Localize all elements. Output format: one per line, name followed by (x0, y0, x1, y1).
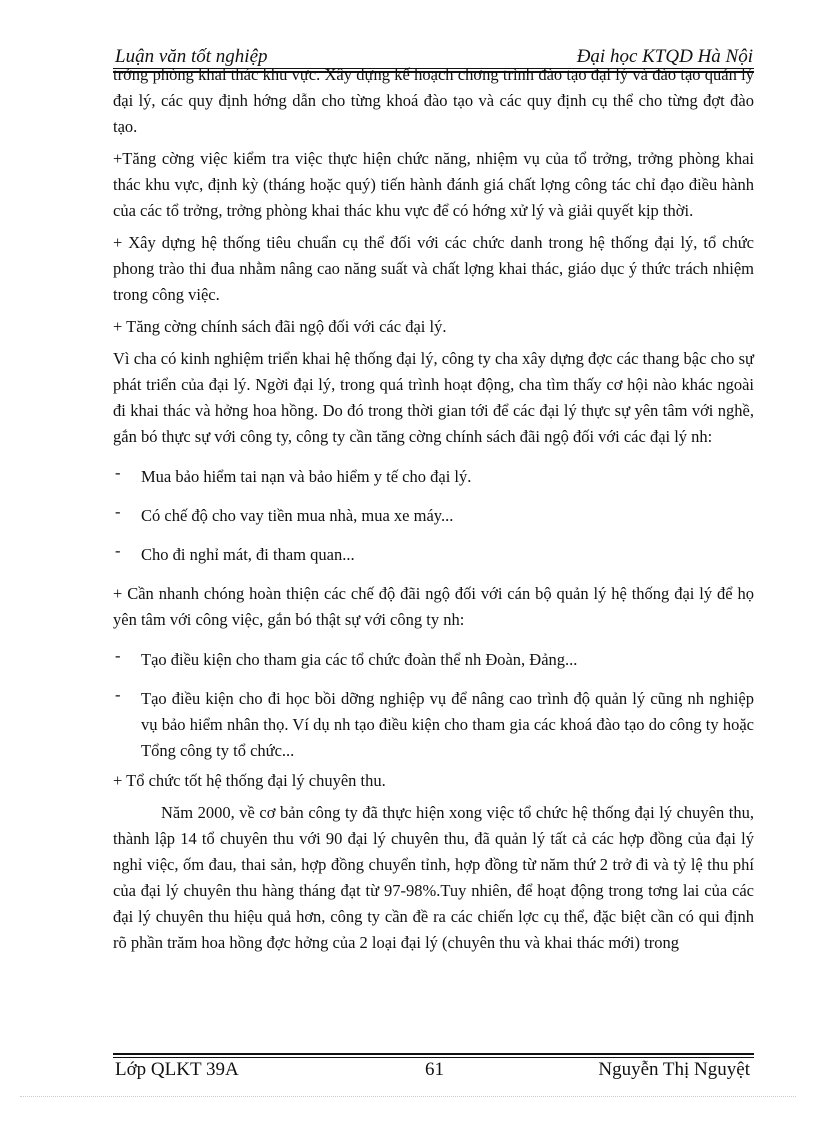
bullet-item (113, 503, 754, 529)
bullet-item (113, 686, 754, 764)
paragraph-4: + Tăng cờng chính sách đãi ngộ đối với các đại lý. (113, 317, 447, 336)
header-thesis-title: Luận văn tốt nghiệp (115, 46, 268, 67)
paragraph-6: + Cần nhanh chóng hoàn thiện các chế độ đãi ngộ đối với cán bộ quản lý hệ thống đại lý để họ yên tâm với công việc, gắn bó thật sự với công ty nh: (113, 584, 754, 629)
footer-rule-thick (113, 1053, 754, 1055)
paragraph-5: Vì cha có kinh nghiệm triển khai hệ thống đại lý, công ty cha xây dựng đợc các thang bậc cho sự phát triển của đại lý. Ngời đại lý, trong quá trình hoạt động, cha tìm thấy cơ hội nào khác ngoài đi khai thác và hởng hoa hồng. Do đó trong thời gian tới để các đại lý thực sự yên tâm với nghề, gắn bó thực sự với công ty, công ty cần tăng cờng chính sách đãi ngộ đối với các đại lý nh: (113, 349, 754, 446)
bullet-text: Tạo điều kiện cho đi học bồi dỡng nghiệp vụ để nâng cao trình độ quản lý cũng nh nghiệp vụ bảo hiểm nhân thọ. Ví dụ nh tạo điều kiện cho tham gia các khoá đào tạo do công ty hoặc Tổng công ty tổ chức... (141, 689, 754, 760)
bullet-dash: - (115, 502, 121, 521)
footer-author: Nguyễn Thị Nguyệt (598, 1059, 750, 1080)
bullet-text: Cho đi nghỉ mát, đi tham quan... (141, 545, 355, 564)
document-body (113, 62, 754, 962)
bullet-dash: - (115, 685, 121, 704)
header-university: Đại học KTQD Hà Nội (576, 46, 753, 67)
paragraph-7: + Tổ chức tốt hệ thống đại lý chuyên thu. (113, 771, 386, 790)
bullet-dash: - (115, 541, 121, 560)
page-bottom-divider (20, 1096, 796, 1097)
page-footer (113, 1057, 754, 1081)
paragraph-2: +Tăng cờng việc kiểm tra việc thực hiện chức năng, nhiệm vụ của tổ trởng, trởng phòng khai thác khu vực, định kỳ (tháng hoặc quý) tiến hành đánh giá chất lợng công tác chỉ đạo điều hành của các tổ trởng, trởng phòng khai thác khu vực để có hớng xử lý và giải quyết kịp thời. (113, 149, 754, 220)
paragraph-3: + Xây dựng hệ thống tiêu chuẩn cụ thể đối với các chức danh trong hệ thống đại lý, tổ chức phong trào thi đua nhằm nâng cao năng suất và chất lợng khai thác, giáo dục ý thức trách nhiệm trong công việc. (113, 233, 754, 304)
page-number: 61 (425, 1059, 444, 1080)
bullet-item (113, 464, 754, 490)
bullet-item (113, 647, 754, 673)
bullet-text: Mua bảo hiểm tai nạn và bảo hiểm y tế cho đại lý. (141, 467, 472, 486)
bullet-text: Có chế độ cho vay tiền mua nhà, mua xe máy... (141, 506, 454, 525)
bullet-item (113, 542, 754, 568)
paragraph-8: Năm 2000, về cơ bản công ty đã thực hiện xong việc tổ chức hệ thống đại lý chuyên thu, thành lập 14 tổ chuyên thu với 90 đại lý chuyên thu, đã quản lý tất cả các hợp đồng của đại lý nghỉ việc, ốm đau, thai sản, hợp đồng chuyển tỉnh, hợp đồng từ năm thứ 2 trở đi và tỷ lệ thu phí của đại lý chuyên thu hàng tháng đạt từ 97-98%.Tuy nhiên, để hoạt động trong tơng lai của các đại lý chuyên thu hiệu quả hơn, công ty cần đề ra các chiến lợc cụ thể, đặc biệt cần có qui định rõ phần trăm hoa hồng đợc hởng của 2 loại đại lý (chuyên thu và khai thác mới) trong (113, 803, 754, 952)
bullet-dash: - (115, 646, 121, 665)
bullet-dash: - (115, 463, 121, 482)
bullet-text: Tạo điều kiện cho tham gia các tổ chức đoàn thể nh Đoàn, Đảng... (141, 650, 578, 669)
paragraph-1: trởng phòng khai thác khu vực. Xây dựng kế hoạch chơng trình đào tạo đại lý và đào tạo quản lý đại lý, các quy định hớng dẫn cho từng khoá đào tạo và các quy định cụ thể cho từng đợt đào tạo. (113, 65, 754, 136)
footer-class: Lớp QLKT 39A (115, 1059, 239, 1080)
